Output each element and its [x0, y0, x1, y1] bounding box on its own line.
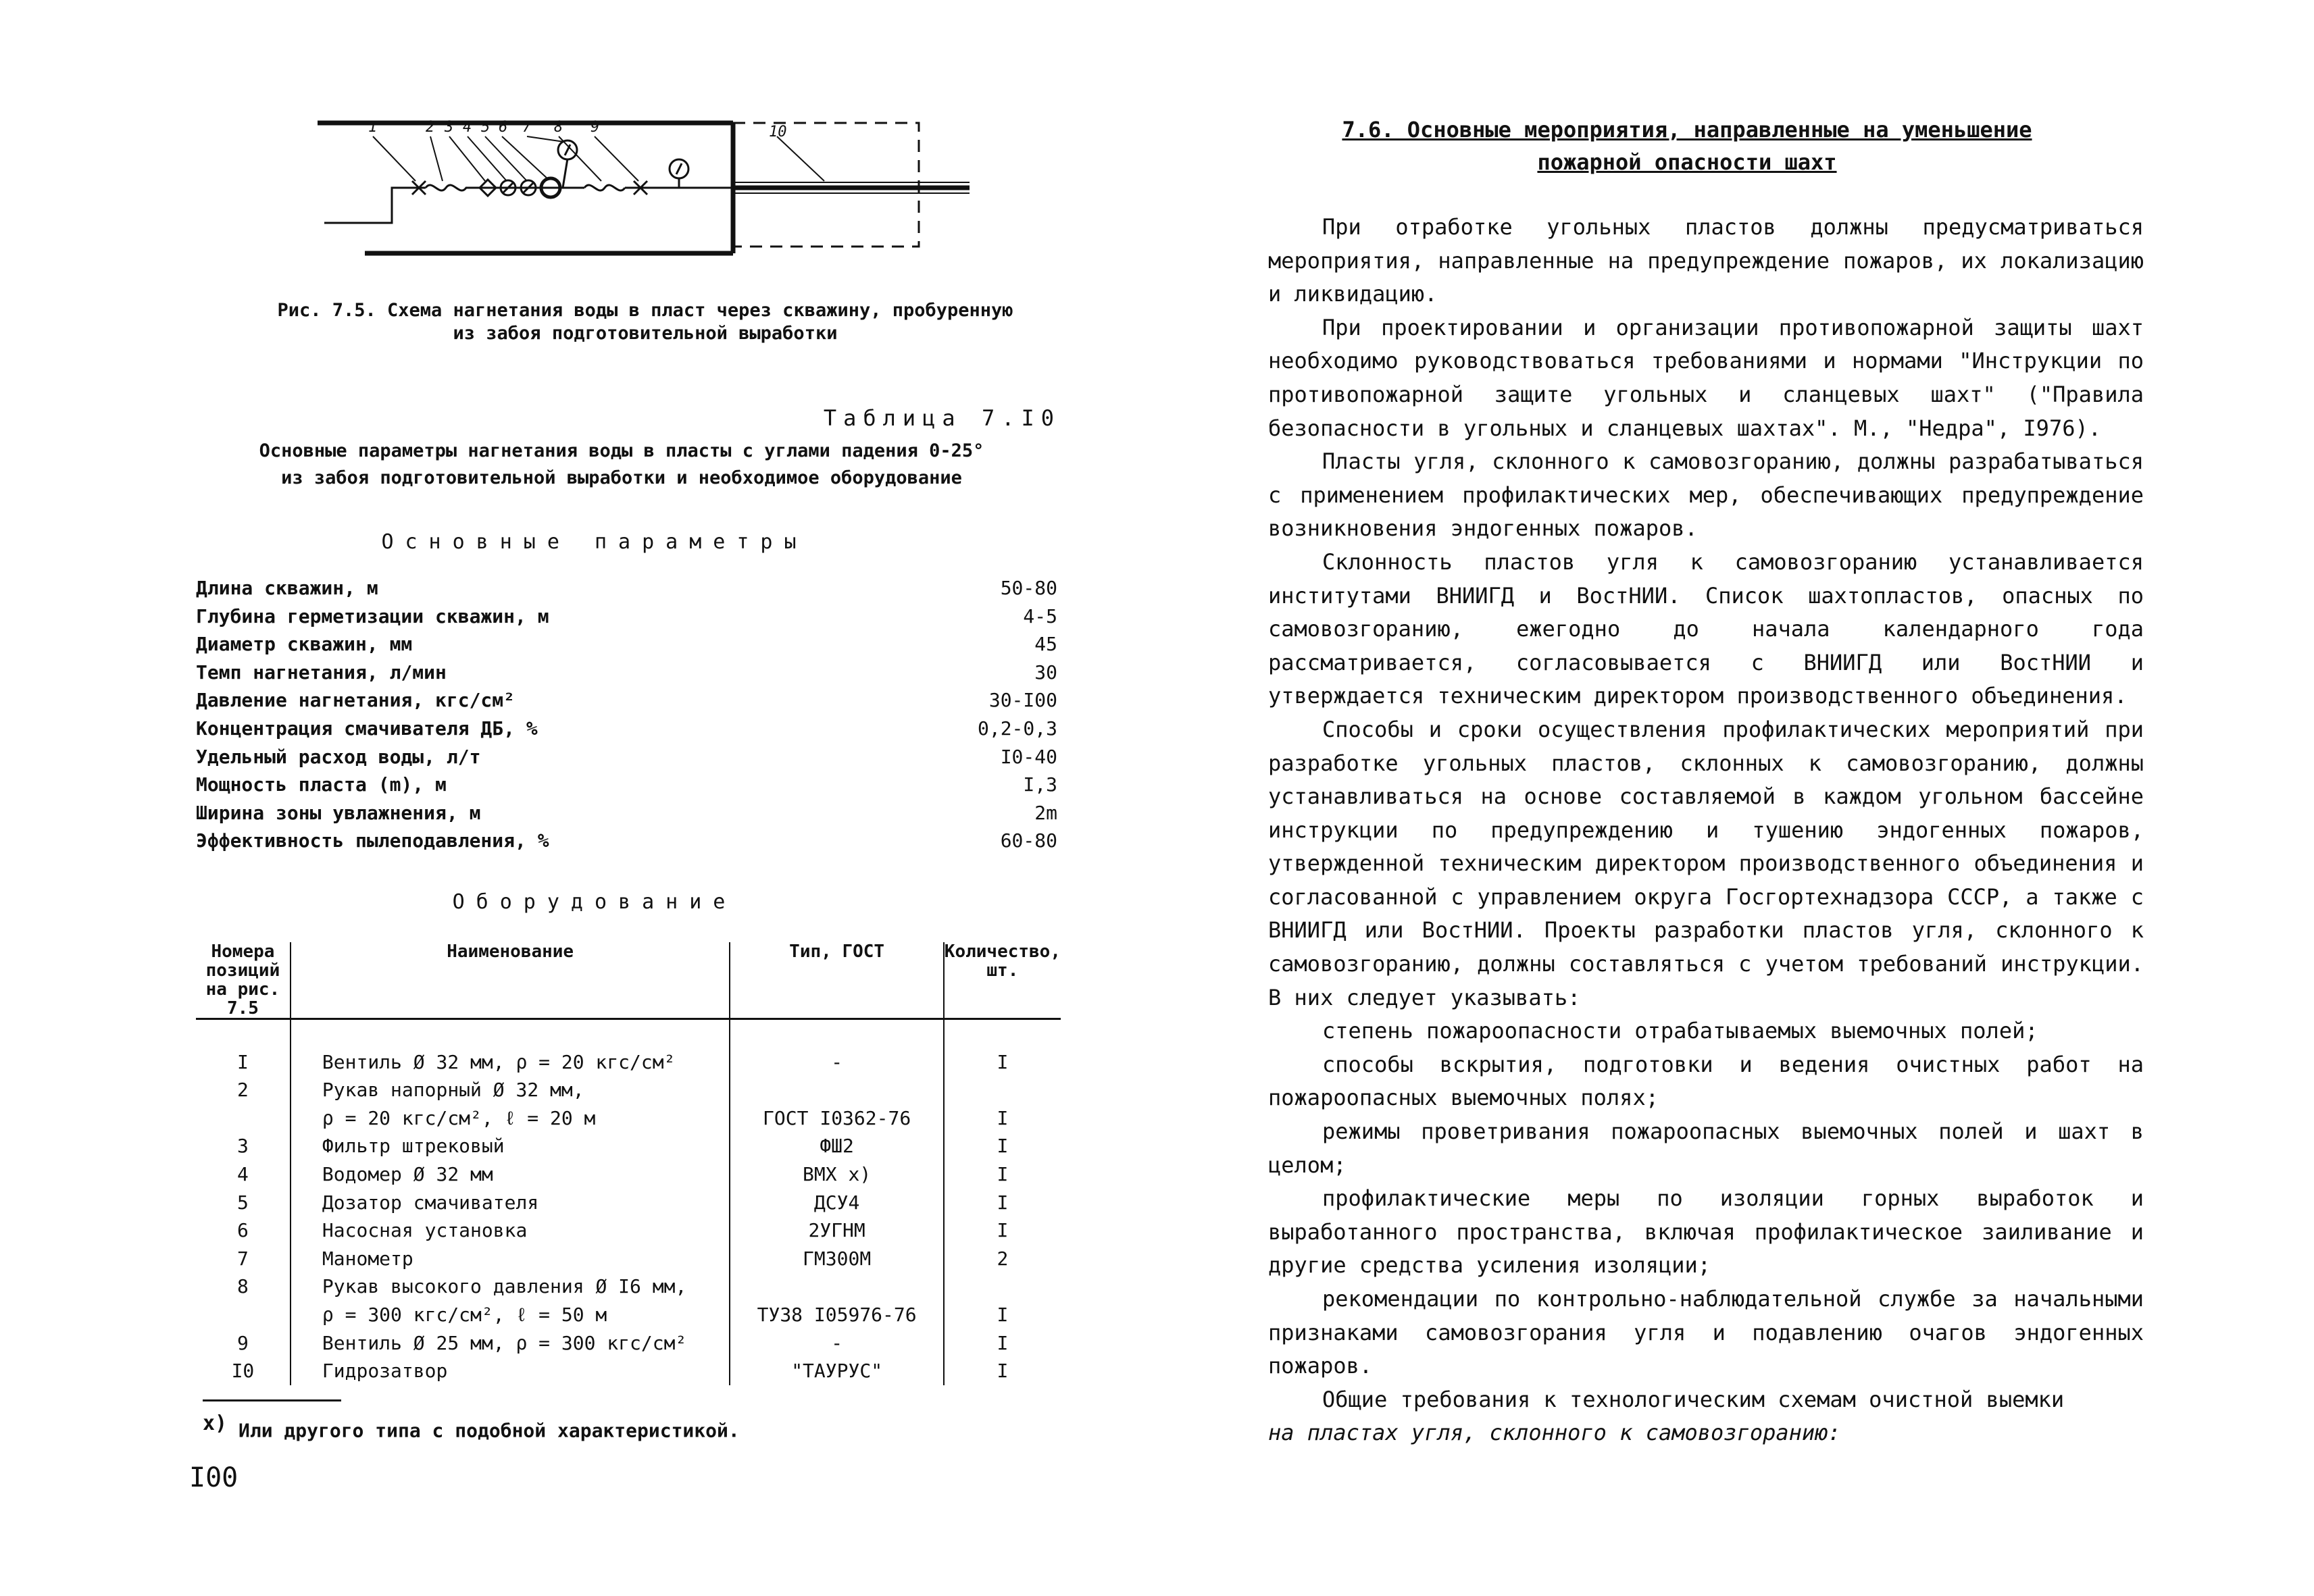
section-title-line: пожарной опасности шахт [1537, 149, 1837, 175]
table-row [196, 1132, 1061, 1160]
param-row [196, 574, 1057, 602]
param-name: Ширина зоны увлажнения, м [196, 801, 481, 824]
fig-label: 4 [463, 119, 472, 136]
fig-label: 7 [522, 119, 532, 136]
table-row [196, 1357, 1061, 1385]
table-row [196, 1245, 1061, 1273]
cell-qty-value: I [997, 1106, 1009, 1129]
cell-type: 2УГНМ [730, 1216, 943, 1245]
table-row [196, 1076, 1061, 1132]
paragraph: При отработке угольных пластов должны предусматриваться мероприятия, направленные на предупреждение пожаров, их локализацию и ликвидацию. [1268, 214, 2144, 307]
cell-name-line: Рукав напорный Ø 32 мм, [322, 1079, 584, 1102]
param-row [196, 827, 1057, 855]
table-title-line: Основные параметры нагнетания воды в пласты с углами падения 0-25° [259, 440, 984, 461]
cell-type-value: ГОСТ I0362-76 [763, 1106, 911, 1129]
cell-type-value: ТУ38 I05976-76 [757, 1303, 917, 1326]
cell-qty: 2 [944, 1245, 1061, 1273]
cell-name: Водомер Ø 32 мм [291, 1160, 730, 1189]
fig-label: 3 [445, 119, 454, 136]
param-row [196, 715, 1057, 743]
header-qty: Количество, шт. [944, 942, 1061, 1019]
fig-label: 9 [590, 119, 600, 136]
cell-type: ВМХ x) [730, 1160, 943, 1189]
header-type: Тип, ГОСТ [730, 942, 943, 1019]
cell-num: 6 [237, 1219, 249, 1242]
header-name: Наименование [291, 942, 730, 1019]
param-value: 50-80 [1000, 577, 1057, 599]
water-injection-schematic [311, 101, 986, 263]
hose-8 [584, 185, 625, 190]
fig-label: 10 [769, 124, 787, 140]
footnote-text: Или другого типа с подобной характеристикой. [238, 1419, 740, 1442]
cell-type: "ТАУРУС" [730, 1357, 943, 1385]
cell-qty: I [944, 1357, 1061, 1385]
paragraph: Пласты угля, склонного к самовозгоранию, должны разрабатываться с применением профилактических мер, обеспечивающих предупреждение возникновения эндогенных пожаров. [1268, 448, 2144, 542]
equipment-heading: Оборудование [452, 890, 737, 914]
cell-name: Манометр [291, 1245, 730, 1273]
cell-type: - [730, 1329, 943, 1358]
section-title [1272, 113, 2103, 178]
table-row [196, 1160, 1061, 1189]
list-item: степень пожароопасности отрабатываемых выемочных полей; [1322, 1018, 2038, 1044]
param-value: 30-I00 [988, 689, 1057, 712]
cell-name: Вентиль Ø 25 мм, ρ = 300 кгс/см² [291, 1329, 730, 1358]
cell-num: I0 [231, 1360, 255, 1383]
param-value: 30 [1034, 661, 1057, 684]
cell-qty: I [944, 1216, 1061, 1245]
table-row [196, 1019, 1061, 1048]
param-name: Давление нагнетания, кгс/см² [196, 689, 515, 712]
param-name: Удельный расход воды, л/т [196, 745, 481, 768]
body-text [1268, 211, 2144, 1450]
cell-qty [944, 1272, 1061, 1329]
cell-qty: I [944, 1048, 1061, 1077]
table-number: Таблица 7.I0 [823, 405, 1061, 431]
param-row [196, 630, 1057, 659]
figure-caption: Рис. 7.5. Схема нагнетания воды в пласт через скважину, пробуренную из забоя подготовительной выработки [277, 300, 1013, 344]
paragraph: Склонность пластов угля к самовозгоранию устанавливается институтами ВНИИГД и ВостНИИ. Список шахтопластов, опасных по самовозгоранию, ежегодно до начала календарного года рассматривается, согласовывается с ВНИИГД или ВостНИИ и утверждается техническим директором производственного объединения. [1268, 548, 2144, 709]
param-name: Глубина герметизации скважин, м [196, 604, 549, 627]
hose-2 [426, 185, 480, 190]
param-name: Мощность пласта (m), м [196, 773, 447, 796]
cell-qty: I [944, 1132, 1061, 1160]
cell-type [730, 1076, 943, 1132]
param-name: Эффективность пылеподавления, % [196, 829, 549, 852]
paragraph-continuation: на пластах угля, склонного к самовозгоранию: [1268, 1420, 1841, 1446]
right-page [1157, 0, 2314, 1596]
fig-label: 6 [499, 119, 508, 136]
cell-num: 7 [237, 1247, 249, 1270]
param-row [196, 602, 1057, 631]
table-row [196, 1329, 1061, 1358]
table-header-row [196, 942, 1061, 1019]
list-item: способы вскрытия, подготовки и ведения очистных работ на пожароопасных выемочных полях; [1268, 1051, 2144, 1111]
cell-qty: I [944, 1329, 1061, 1358]
cell-num: 9 [237, 1331, 249, 1354]
cell-name: Гидрозатвор [291, 1357, 730, 1385]
cell-type [730, 1272, 943, 1329]
table-row [196, 1189, 1061, 1217]
table-title [223, 438, 1020, 492]
list-item: режимы проветривания пожароопасных выемочных полей и шахт в целом; [1268, 1118, 2144, 1178]
param-row [196, 686, 1057, 715]
cell-num: 3 [237, 1135, 249, 1158]
cell-qty [944, 1076, 1061, 1132]
table-row [196, 1048, 1061, 1077]
cell-num: 5 [237, 1191, 249, 1214]
cell-type: - [730, 1048, 943, 1077]
params-list [196, 574, 1057, 855]
param-value: 60-80 [1000, 829, 1057, 852]
param-row [196, 659, 1057, 687]
list-item: профилактические меры по изоляции горных выработок и выработанного пространства, включая профилактическое заиливание и другие средства усиления изоляции; [1268, 1185, 2144, 1279]
supply-pipe [324, 188, 426, 223]
cell-qty: I [944, 1189, 1061, 1217]
cell-num: 4 [237, 1162, 249, 1185]
cell-name-line: ρ = 20 кгс/см², ℓ = 20 м [322, 1106, 596, 1129]
cell-name-line: ρ = 300 кгс/см², ℓ = 50 м [322, 1303, 607, 1326]
table-title-line: из забоя подготовительной выработки и необходимое оборудование [281, 467, 962, 488]
page-number: I00 [189, 1462, 238, 1493]
fig-label: 5 [481, 119, 491, 136]
cell-name: Фильтр штрековый [291, 1132, 730, 1160]
param-value: I0-40 [1000, 745, 1057, 768]
table-row [196, 1216, 1061, 1245]
cell-num: 8 [237, 1275, 249, 1298]
param-name: Длина скважин, м [196, 577, 378, 599]
cell-num: I [237, 1050, 249, 1073]
footnote [203, 1412, 740, 1441]
paragraph: При проектировании и организации противопожарной защиты шахт необходимо руководствоваться требованиями и нормами "Инструкции по противопожарной защите угольных и сланцевых шахт" ("Правила безопасности в угольных и сланцевых шахтах". М., "Недра", I976). [1268, 314, 2144, 441]
cell-qty: I [944, 1160, 1061, 1189]
param-name: Диаметр скважин, мм [196, 633, 413, 656]
cell-type: ФШ2 [730, 1132, 943, 1160]
cell-name: Вентиль Ø 32 мм, ρ = 20 кгс/см² [291, 1048, 730, 1077]
cell-type: ГМ300М [730, 1245, 943, 1273]
param-value: I,3 [1023, 773, 1057, 796]
equipment-table [196, 942, 1061, 1385]
borehole-zone-outline [733, 123, 919, 247]
table-row [196, 1272, 1061, 1329]
param-value: 2m [1034, 801, 1057, 824]
param-row [196, 799, 1057, 827]
cell-name [291, 1272, 730, 1329]
param-value: 45 [1034, 633, 1057, 656]
section-title-line: 7.6. Основные мероприятия, направленные на уменьшение [1342, 117, 2032, 143]
cell-num: 2 [237, 1079, 249, 1102]
cell-name-line: Рукав высокого давления Ø I6 мм, [322, 1275, 687, 1298]
cell-type: ДСУ4 [730, 1189, 943, 1217]
paragraph: Общие требования к технологическим схемам очистной выемки [1322, 1386, 2065, 1412]
footnote-mark: x) [203, 1412, 228, 1435]
cell-name [291, 1076, 730, 1132]
fig-label: 1 [368, 119, 378, 136]
param-value: 0,2-0,3 [977, 717, 1057, 740]
params-heading: Основные параметры [381, 530, 808, 554]
paragraph: Способы и сроки осуществления профилактических мероприятий при разработке угольных пластов, склонных к самовозгоранию, должны устанавливаться на основе составляемой в каждом угольном бассейне инструкции по предупреждению и тушению эндогенных пожаров, утвержденной техническим директором производственного объединения и согласованной с управлением округа Госгортехнадзора СССР, а также с ВНИИГД или ВостНИИ. Проекты разработки пластов угля, склонного к самовозгоранию, должны составляться с учетом требований инструкции. В них следует указывать: [1268, 716, 2144, 1010]
fig-label: 8 [554, 119, 563, 136]
cell-qty-value: I [997, 1303, 1009, 1326]
param-row [196, 771, 1057, 799]
param-value: 4-5 [1023, 604, 1057, 627]
fig-label: 2 [426, 119, 435, 136]
param-name: Темп нагнетания, л/мин [196, 661, 447, 684]
cell-name: Дозатор смачивателя [291, 1189, 730, 1217]
cell-name: Насосная установка [291, 1216, 730, 1245]
param-name: Концентрация смачивателя ДБ, % [196, 717, 538, 740]
list-item: рекомендации по контрольно-наблюдательной службе за начальными признаками самовозгорания угля и подавлению очагов эндогенных пожаров. [1268, 1286, 2144, 1379]
header-num: Номера позиций на рис. 7.5 [196, 942, 291, 1019]
footnote-rule [203, 1399, 341, 1401]
param-row [196, 743, 1057, 771]
